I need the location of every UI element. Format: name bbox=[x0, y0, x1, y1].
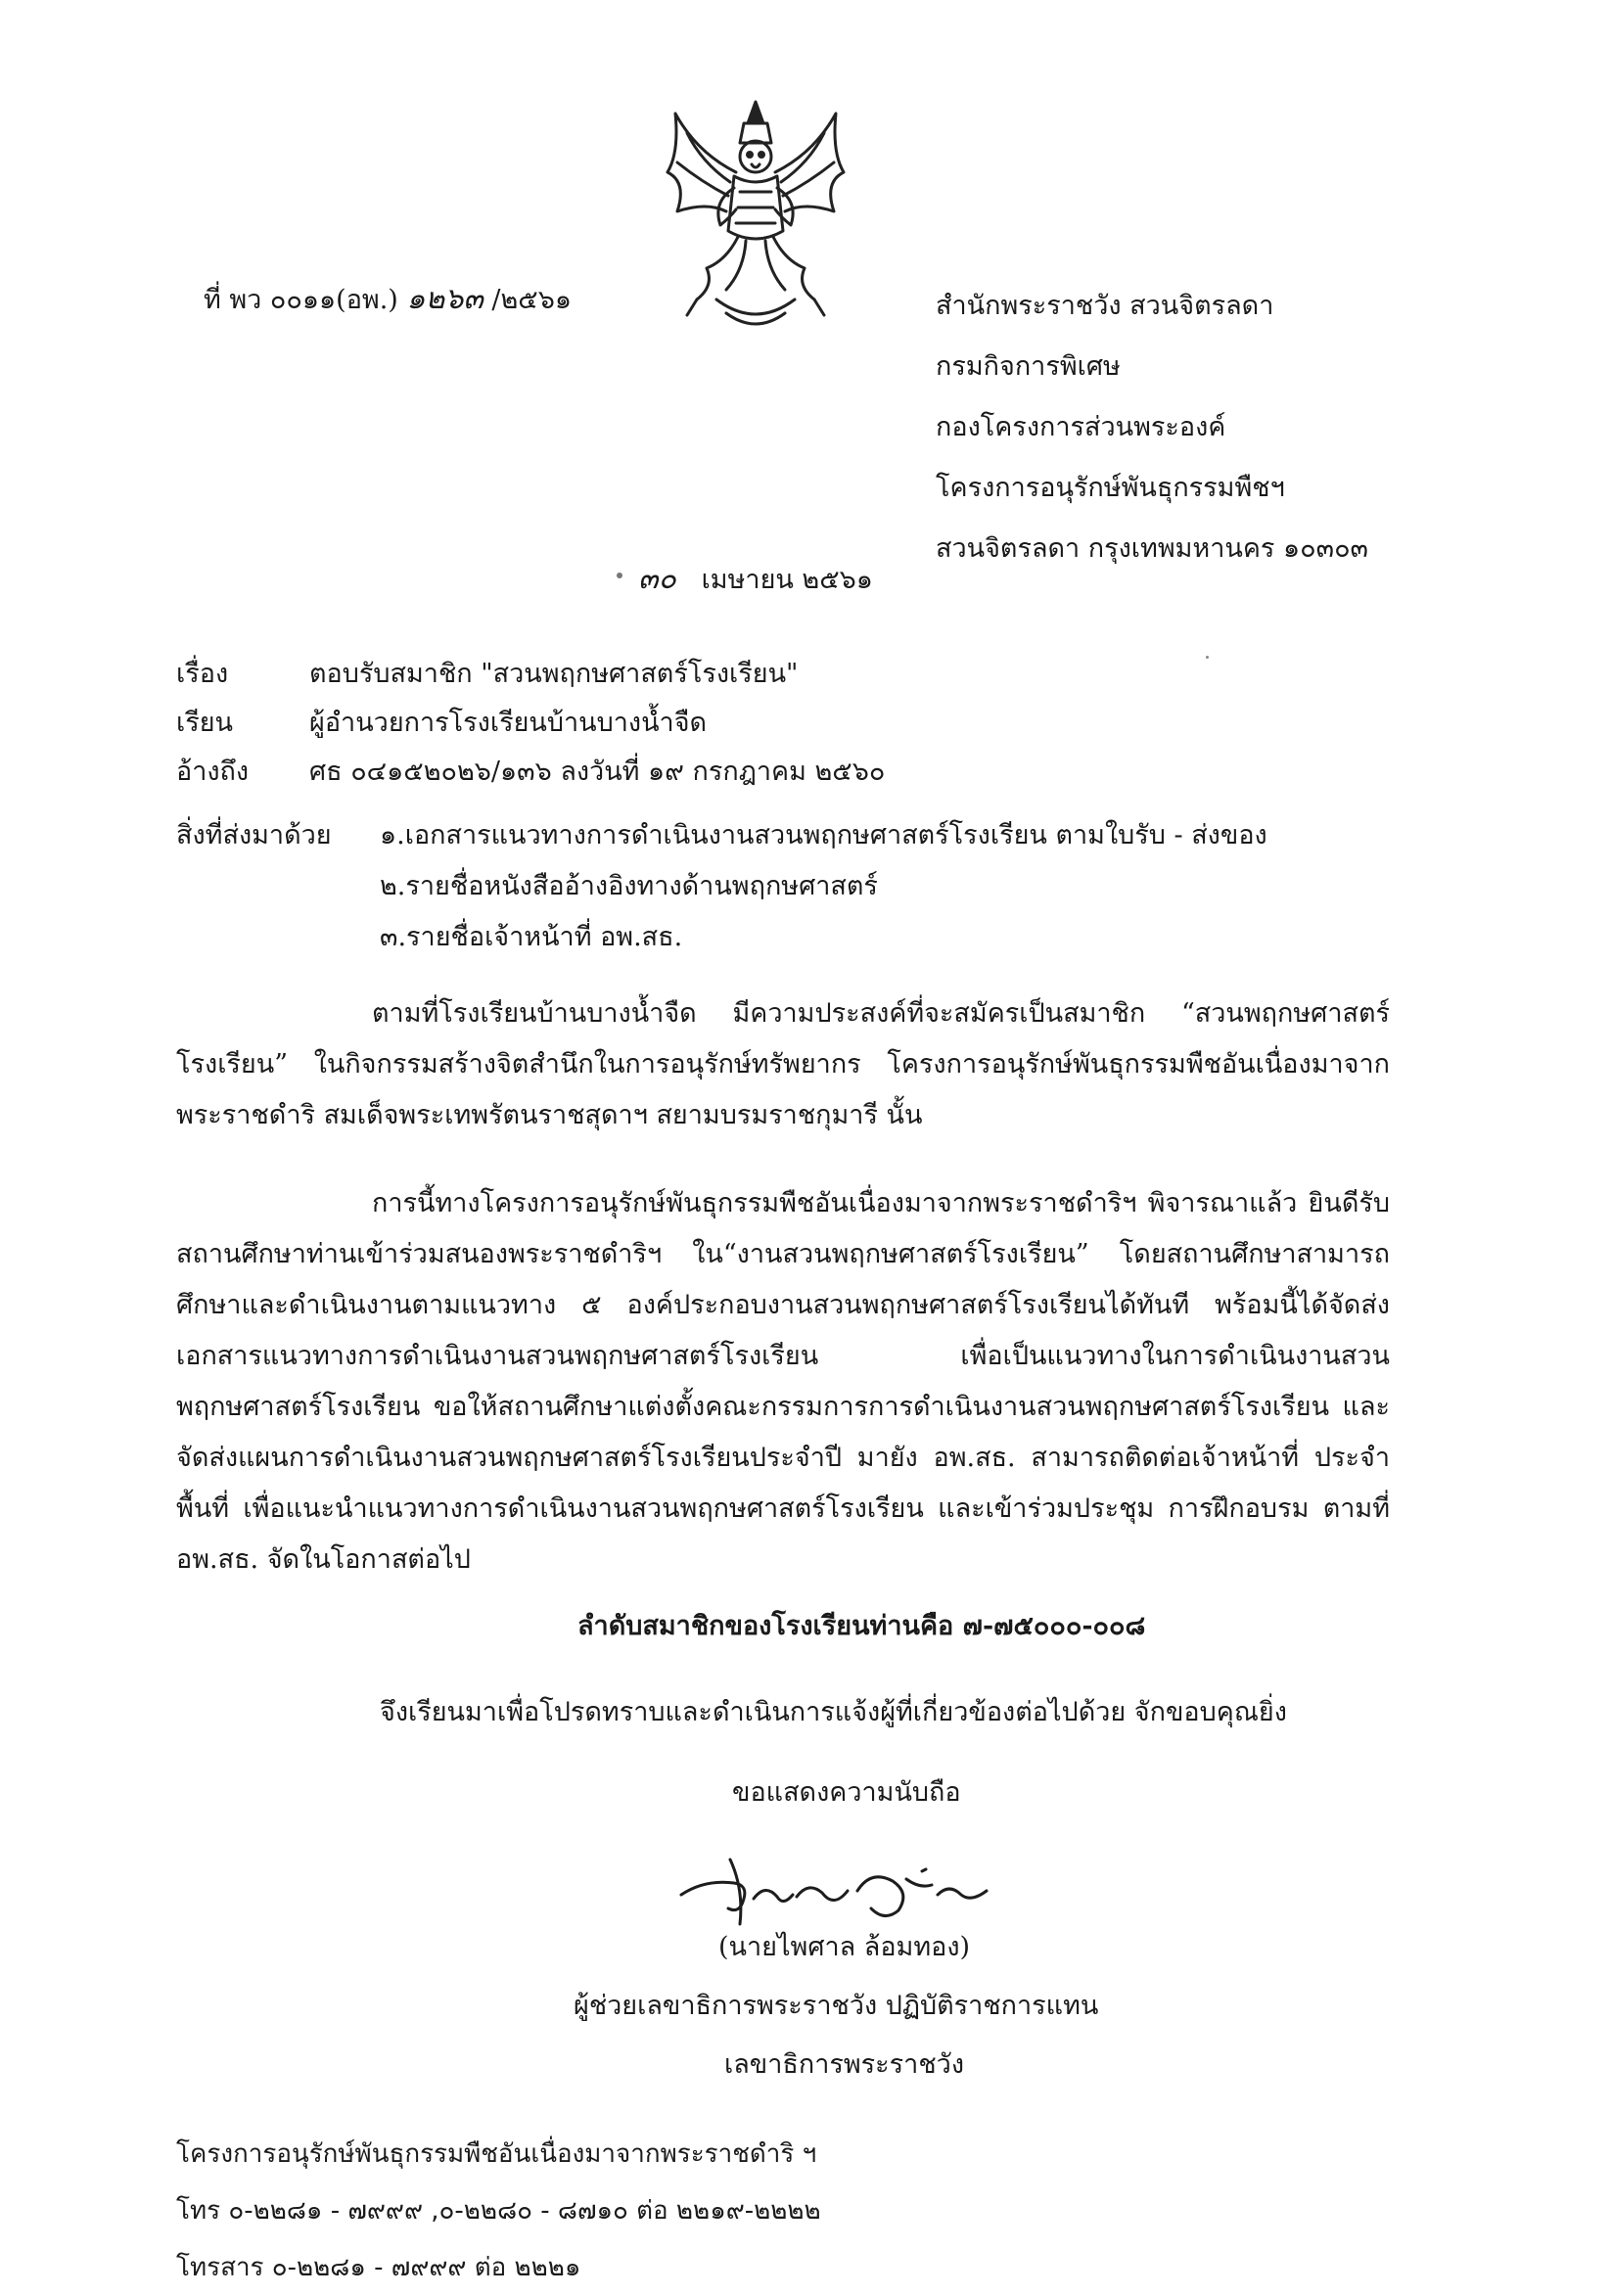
footer-fax: โทรสาร ๐-๒๒๘๑ - ๗๙๙๙ ต่อ ๒๒๒๑ bbox=[176, 2253, 581, 2282]
reference-text: ศธ ๐๔๑๕๒๐๒๖/๑๓๖ ลงวันที่ ๑๙ กรกฎาคม ๒๕๖๐ bbox=[309, 757, 886, 787]
enclosure-item: ๓.รายชื่อเจ้าหน้าที่ อพ.สธ. bbox=[380, 922, 683, 952]
enclosure-item: ๒.รายชื่อหนังสืออ้างอิงทางด้านพฤกษศาสตร์ bbox=[380, 871, 878, 901]
member-number: ลำดับสมาชิกของโรงเรียนท่านคือ ๗-๗๕๐๐๐-๐๐๘ bbox=[577, 1611, 1146, 1641]
subject-row bbox=[176, 650, 885, 699]
garuda-emblem-icon bbox=[658, 94, 853, 339]
signer-position-secondary: เลขาธิการพระราชวัง bbox=[724, 2049, 965, 2080]
body-paragraph-1 bbox=[176, 988, 1390, 1141]
enclosure-indent bbox=[176, 861, 380, 912]
enclosure-indent bbox=[176, 912, 380, 963]
address-line: สำนักพระราชวัง สวนจิตรลดา bbox=[936, 291, 1274, 321]
enclosures-label: สิ่งที่ส่งมาด้วย bbox=[176, 820, 332, 850]
footer-project: โครงการอนุรักษ์พันธุกรรมพืชอันเนื่องมาจากพระราชดำริ ฯ bbox=[176, 2139, 817, 2169]
footer-phone: โทร ๐-๒๒๘๑ - ๗๙๙๙ ,๐-๒๒๘๐ - ๘๗๑๐ ต่อ ๒๒๑๙-๒๒๒๒ bbox=[176, 2196, 821, 2226]
contact-footer bbox=[176, 2126, 821, 2296]
reference-number bbox=[204, 278, 572, 321]
enclosures bbox=[176, 810, 1267, 963]
enclosure-row bbox=[176, 912, 1267, 963]
closing-sentence: จึงเรียนมาเพื่อโปรดทราบและดำเนินการแจ้งผู้ที่เกี่ยวข้องต่อไปด้วย จักขอบคุณยิ่ง bbox=[380, 1697, 1287, 1727]
paragraph-text: ตามที่โรงเรียนบ้านบางน้ำจืด มีความประสงค์ที่จะสมัครเป็นสมาชิก “สวนพฤกษศาสตร์โรงเรียน” ในกิจกรรมสร้างจิตสำนึกในการอนุรักษ์ทรัพยากร โครงการอนุรักษ์พันธุกรรมพืชอันเนื่องมาจากพระราชดำริ สมเด็จพระเทพรัตนราชสุดาฯ สยามบรมราชกุมารี นั้น bbox=[176, 998, 1390, 1130]
letter-date bbox=[638, 558, 873, 601]
address-line: กรมกิจการพิเศษ bbox=[936, 351, 1121, 382]
paragraph-text: การนี้ทางโครงการอนุรักษ์พันธุกรรมพืชอันเนื่องมาจากพระราชดำริฯ พิจารณาแล้ว ยินดีรับสถานศึกษาท่านเข้าร่วมสนองพระราชดำริฯ ใน“งานสวนพฤกษศาสตร์โรงเรียน” โดยสถานศึกษาสามารถศึกษาและดำเนินงานตามแนวทาง ๕ องค์ประกอบงานสวนพฤกษศาสตร์โรงเรียนได้ทันที พร้อมนี้ได้จัดส่งเอกสารแนวทางการดำเนินงานสวนพฤกษศาสตร์โรงเรียน เพื่อเป็นแนวทางในการดำเนินงานสวนพฤกษศาสตร์โรงเรียน ขอให้สถานศึกษาแต่งตั้งคณะกรรมการการดำเนินงานสวนพฤกษศาสตร์โรงเรียน และจัดส่งแผนการดำเนินงานสวนพฤกษศาสตร์โรงเรียนประจำปี มายัง อพ.สธ. สามารถติดต่อเจ้าหน้าที่ ประจำพื้นที่ เพื่อแนะนำแนวทางการดำเนินงานสวนพฤกษศาสตร์โรงเรียน และเข้าร่วมประชุม การฝึกอบรม ตามที่ อพ.สธ. จัดในโอกาสต่อไป bbox=[176, 1188, 1390, 1575]
enclosure-row bbox=[176, 810, 1267, 861]
subject-text: ตอบรับสมาชิก "สวนพฤกษศาสตร์โรงเรียน" bbox=[309, 659, 799, 689]
signer-position: ผู้ช่วยเลขาธิการพระราชวัง ปฏิบัติราชการแทน bbox=[574, 1991, 1099, 2021]
reference-label: อ้างถึง bbox=[176, 757, 250, 787]
subject-label: เรื่อง bbox=[176, 659, 229, 689]
respect-closing: ขอแสดงความนับถือ bbox=[732, 1777, 961, 1808]
recipient-text: ผู้อำนวยการโรงเรียนบ้านบางน้ำจืด bbox=[309, 708, 708, 738]
reference-row bbox=[176, 748, 885, 797]
enclosure-row bbox=[176, 861, 1267, 912]
scan-speck bbox=[617, 573, 622, 578]
body-paragraph-2 bbox=[176, 1178, 1390, 1585]
reference-year: /๒๕๖๑ bbox=[491, 285, 572, 315]
scan-speck bbox=[1206, 656, 1209, 659]
enclosure-item: ๑.เอกสารแนวทางการดำเนินงานสวนพฤกษศาสตร์โรงเรียน ตามใบรับ - ส่งของ bbox=[380, 820, 1267, 850]
letter-meta bbox=[176, 650, 885, 797]
signer-name: (นายไพศาล ล้อมทอง) bbox=[718, 1932, 971, 1962]
recipient-label: เรียน bbox=[176, 708, 234, 738]
date-month-year: เมษายน ๒๕๖๑ bbox=[701, 565, 873, 595]
reference-handwritten-number: ๑๒๖๓ bbox=[406, 282, 483, 316]
address-line: โครงการอนุรักษ์พันธุกรรมพืชฯ bbox=[936, 473, 1285, 503]
sender-address bbox=[936, 276, 1368, 579]
address-line: กองโครงการส่วนพระองค์ bbox=[936, 412, 1226, 442]
address-line: สวนจิตรลดา กรุงเทพมหานคร ๑๐๓๐๓ bbox=[936, 533, 1369, 564]
reference-prefix: ที่ พว ๐๐๑๑(อพ.) bbox=[204, 285, 398, 315]
recipient-row bbox=[176, 699, 885, 748]
date-day: ๓๐ bbox=[638, 562, 676, 596]
signature-image bbox=[675, 1840, 1028, 1938]
